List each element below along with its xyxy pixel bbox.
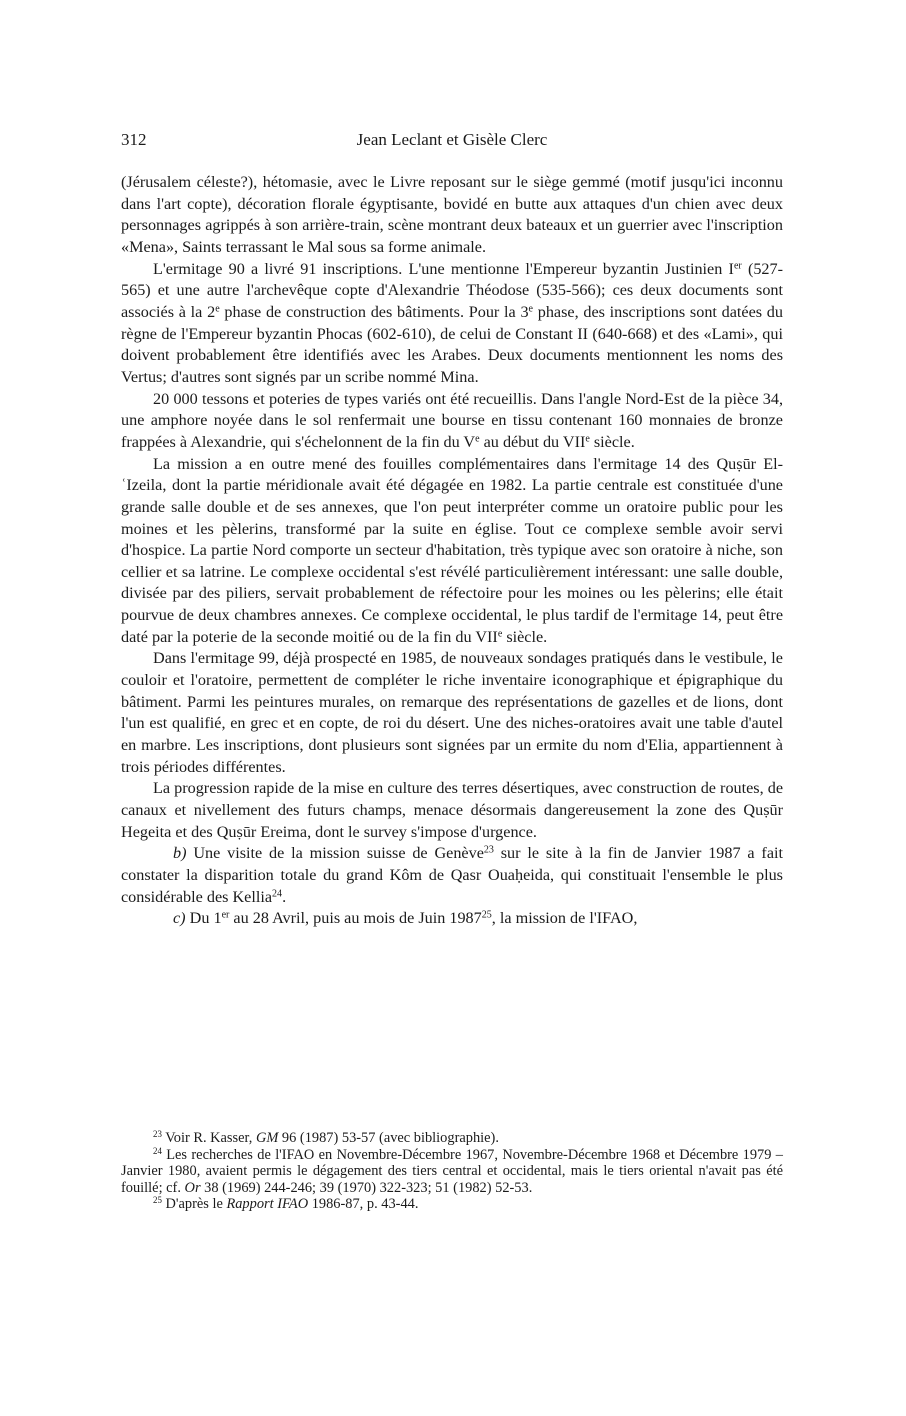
page-header [121, 128, 783, 152]
list-label: b) [173, 844, 187, 863]
footnotes [121, 1130, 783, 1213]
footnote-24: $^{24}$ Les recherches de l'IFAO en Novembre-Décembre 1967, Novembre-Décembre 1968 et Décembre 1979 – Janvier 1980, avaient permis le dégagement des tiers central et occidental, mais le tiers oriental n'avait pas été fouillé; cf. Or 38 (1969) 244-246; 39 (1970) 322-323; 51 (1982) 52-53. [121, 1145, 783, 1196]
body-text [121, 172, 783, 930]
paragraph-6: La progression rapide de la mise en culture des terres désertiques, avec construction de routes, de canaux et nivellement des futurs champs, menace désormais dangereusement la zone des Quṣūr Hegeita et des Quṣūr Ereima, dont le survey s'impose d'urgence. [121, 779, 783, 841]
footnote-ref[interactable]: 24 [272, 888, 283, 900]
footnote-25: $^{25}$ D'après le Rapport IFAO 1986-87, p. 43-44. [153, 1195, 419, 1212]
running-head: Jean Leclant et Gisèle Clerc [356, 130, 548, 149]
paragraph-c: c) Du 1er au 28 Avril, puis au mois de Juin 1987$^{25}$, la mission de l'IFAO, [173, 909, 638, 928]
list-label: c) [173, 909, 186, 928]
paragraph-b: b) Une visite de la mission suisse de Genève$^{23}$ sur le site à la fin de Janvier 1987 a fait constater la disparition totale du grand Kôm de Qasr Ouaḥeida, qui constituait l'ensemble le plus considérable des Kellia$^{24}$. [121, 844, 783, 906]
footnote-23: $^{23}$ Voir R. Kasser, GM 96 (1987) 53-57 (avec bibliographie). [153, 1129, 499, 1146]
paragraph-5: Dans l'ermitage 99, déjà prospecté en 1985, de nouveaux sondages pratiqués dans le vestibule, le couloir et l'oratoire, permettent de compléter le riche inventaire iconographique et épigraphique du bâtiment. Parmi les peintures murales, on remarque des représentations de gazelles et de lions, dont l'un est qualifié, en grec et en copte, de roi du désert. Une des niches-oratoires avait une table d'autel en marbre. Les inscriptions, dont plusieurs sont signées par un ermite du nom d'Elia, appartiennent à trois périodes différentes. [121, 649, 783, 776]
footnote-ref[interactable]: 23 [483, 844, 494, 856]
paragraph-2: L'ermitage 90 a livré 91 inscriptions. L'une mentionne l'Empereur byzantin Justinien Ier (527-565) et une autre l'archevêque copte d'Alexandrie Théodose (535-566); ces deux documents sont associés à la 2e phase de construction des bâtiments. Pour la 3e phase, des inscriptions sont datées du règne de l'Empereur byzantin Phocas (602-610), de celui de Constant II (640-668) et des «Lami», qui doivent probablement être identifiés avec les Arabes. Deux documents mentionnent les noms des Vertus; d'autres sont signés par un scribe nommé Mina. [121, 259, 784, 386]
page-number: 312 [121, 130, 147, 149]
paragraph-4: La mission a en outre mené des fouilles complémentaires dans l'ermitage 14 des Quṣūr El-ʿIzeila, dont la partie méridionale avait été dégagée en 1982. La partie centrale est constituée d'une grande salle double et de ses annexes, que l'on peut interpréter comme un oratoire public pour les moines et les pèlerins, transformé par la suite en église. Tout ce complexe semble avoir servi d'hospice. La partie Nord comporte un secteur d'habitation, très typique avec son oratoire à niche, son cellier et sa latrine. Le complexe occidental s'est révélé particulièrement intéressant: une salle double, divisée par des piliers, servait probablement de réfectoire pour les moines ou les pèlerins; elle était pourvue de deux chambres annexes. Ce complexe occidental, le plus tardif de l'ermitage 14, peut être daté par la poterie de la seconde moitié ou de la fin du VIIe siècle. [121, 454, 783, 646]
footnote-ref[interactable]: 25 [481, 909, 492, 921]
paragraph-1: (Jérusalem céleste?), hétomasie, avec le Livre reposant sur le siège gemmé (motif jusqu'ici inconnu dans l'art copte), décoration florale égyptisante, bovidé en butte aux attaques d'un chien avec deux personnages agrippés à son arrière-train, scène montrant deux bateaux et un guerrier avec l'inscription «Mena», Saints terrassant le Mal sous sa forme animale. [121, 173, 783, 256]
paragraph-3: 20 000 tessons et poteries de types variés ont été recueillis. Dans l'angle Nord-Est de la pièce 34, une amphore noyée dans le sol renfermait une bourse en tissu contenant 160 monnaies de bronze frappées à Alexandrie, qui s'échelonnent de la fin du Ve au début du VIIe siècle. [121, 389, 783, 451]
